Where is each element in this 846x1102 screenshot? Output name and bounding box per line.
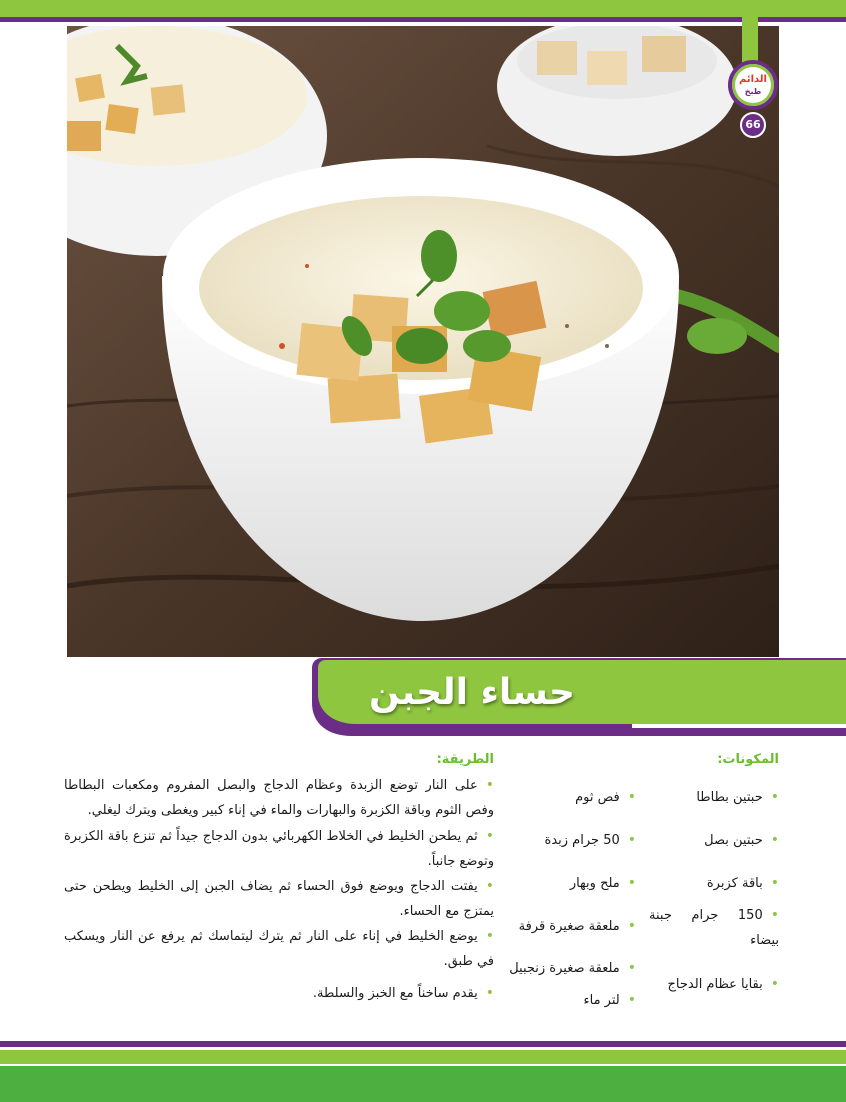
page-number: 66 [740, 112, 766, 138]
top-band [0, 0, 846, 26]
badge-circle [728, 60, 778, 110]
ingredient-item: • حبتين بطاطا [649, 785, 779, 810]
ingredient-item: • بقايا عظام الدجاج [649, 972, 779, 997]
ingredient-item: • ملح وبهار [496, 871, 636, 896]
ingredients-heading: المكونات: [717, 752, 779, 767]
bottom-green-stripe [0, 1050, 846, 1064]
method-step: • يوضع الخليط في إناء على النار ثم يترك ليتماسك ثم يرفع عن النار ويسكب في طبق. [64, 924, 494, 974]
recipe-title: حساء الجبن [369, 672, 575, 713]
method-step: • يقدم ساخناً مع الخبز والسلطة. [64, 981, 494, 1006]
magazine-logo: الدائم [739, 74, 767, 85]
top-green-stripe [0, 0, 846, 17]
ingredient-item: • حبتين بصل [649, 828, 779, 853]
method-heading: الطريقة: [436, 752, 494, 767]
ingredient-item: • فص ثوم [496, 785, 636, 810]
ingredient-item: • ملعقة صغيرة زنجبيل [496, 956, 636, 981]
magazine-badge [728, 60, 778, 131]
top-purple-stripe [0, 17, 846, 22]
method-step: • على النار توضع الزبدة وعظام الدجاج والبصل المفروم ومكعبات البطاطا وفص الثوم وباقة الكزبرة والبهارات والماء في إناء كبير ويغطى ويترك ليغلي. [64, 773, 494, 823]
ingredient-item: • باقة كزبرة [649, 871, 779, 896]
method-step: • ثم يطحن الخليط في الخلاط الكهربائي بدون الدجاج جيداً ثم تنزع باقة الكزبرة وتوضع جانباً. [64, 824, 494, 874]
ingredient-item: • ملعقة صغيرة قرفة [496, 914, 636, 939]
method-step: • يفتت الدجاج ويوضع فوق الحساء ثم يضاف الجبن إلى الخليط ويطحن حتى يمتزج مع الحساء. [64, 874, 494, 924]
ingredient-item: • 150 جرام جبنة بيضاء [649, 903, 779, 953]
section-label: طبخ [744, 87, 762, 96]
soup-photo [67, 26, 779, 657]
ingredient-item: • لتر ماء [496, 988, 636, 1013]
bottom-footer-band [0, 1066, 846, 1102]
soup-illustration [67, 26, 779, 657]
ingredient-item: • 50 جرام زبدة [496, 828, 636, 853]
